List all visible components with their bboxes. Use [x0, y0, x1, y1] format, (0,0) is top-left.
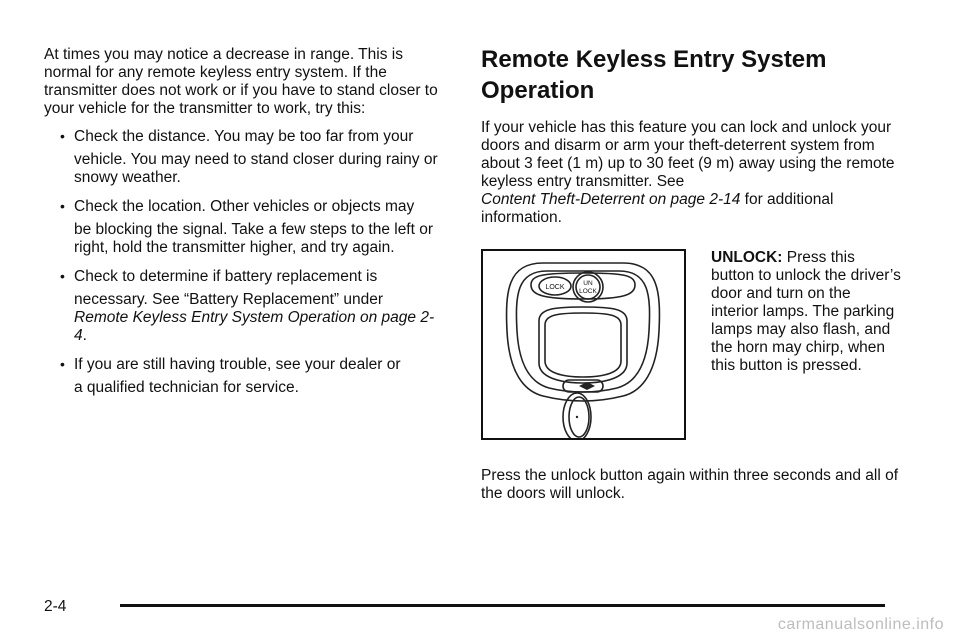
unlock-label-bottom: LOCK	[579, 288, 597, 295]
list-item: • If you are still having trouble, see your dealer or a qualified technician for service.	[60, 356, 401, 396]
left-column	[44, 46, 444, 408]
page-number: 2-4	[44, 598, 67, 615]
list-item: • Check to determine if battery replacement is necessary. See “Battery Replacement” under Remote Keyless Entry System Operation on page 2-4.	[60, 268, 435, 344]
intro-paragraph: At times you may notice a decrease in range. This is normal for any remote keyless entry system. If the transmitter does not work or if you have to stand closer to your vehicle for the transmitter to work, try this:	[44, 46, 438, 117]
right-column	[481, 44, 901, 503]
bullet-icon: •	[60, 198, 65, 214]
section-title: Remote Keyless Entry System Operation	[481, 46, 827, 104]
section-intro: If your vehicle has this feature you can lock and unlock your doors and disarm or arm your theft-deterrent system from about 3 feet (1 m) up to 30 feet (9 m) away using the remote keyless entry transmitter. See Content Theft-Deterrent on page 2-14 for additional information.	[481, 119, 895, 226]
list-item: • Check the distance. You may be too far from your vehicle. You may need to stand closer during rainy or snowy weather.	[60, 128, 438, 186]
key-ring-inner	[569, 397, 589, 437]
unlock-description: UNLOCK: Press this button to unlock the driver’s door and turn on the interior lamps. The parking lamps may also flash, and the horn may chirp, when this button is pressed.	[711, 249, 901, 374]
lock-label: LOCK	[545, 284, 565, 291]
footer-rule	[120, 604, 885, 607]
ring-dot	[576, 416, 578, 418]
cross-reference-link[interactable]: Remote Keyless Entry System Operation on page 2-4	[74, 309, 435, 344]
unlock-label-top: UN	[583, 280, 593, 287]
key-fob-icon	[483, 251, 684, 438]
unlock-button-ring	[576, 275, 600, 299]
unlock-label: UNLOCK:	[711, 249, 783, 266]
list-item: • Check the location. Other vehicles or objects may be blocking the signal. Take a few steps to the left or right, hold the transmitter higher, and try again.	[60, 198, 434, 256]
closing-paragraph: Press the unlock button again within three seconds and all of the doors will unlock.	[481, 467, 899, 502]
figure-block	[481, 249, 901, 443]
watermark: carmanualsonline.info	[777, 616, 944, 633]
unlock-button	[573, 272, 603, 302]
bullet-icon: •	[60, 128, 65, 144]
key-fob-illustration	[481, 249, 686, 440]
bullet-icon: •	[60, 268, 65, 284]
troubleshooting-list	[44, 128, 444, 397]
cross-reference-link[interactable]: Content Theft-Deterrent on page 2-14	[481, 191, 741, 208]
bullet-icon: •	[60, 356, 65, 372]
panic-pad-inner	[545, 313, 621, 377]
